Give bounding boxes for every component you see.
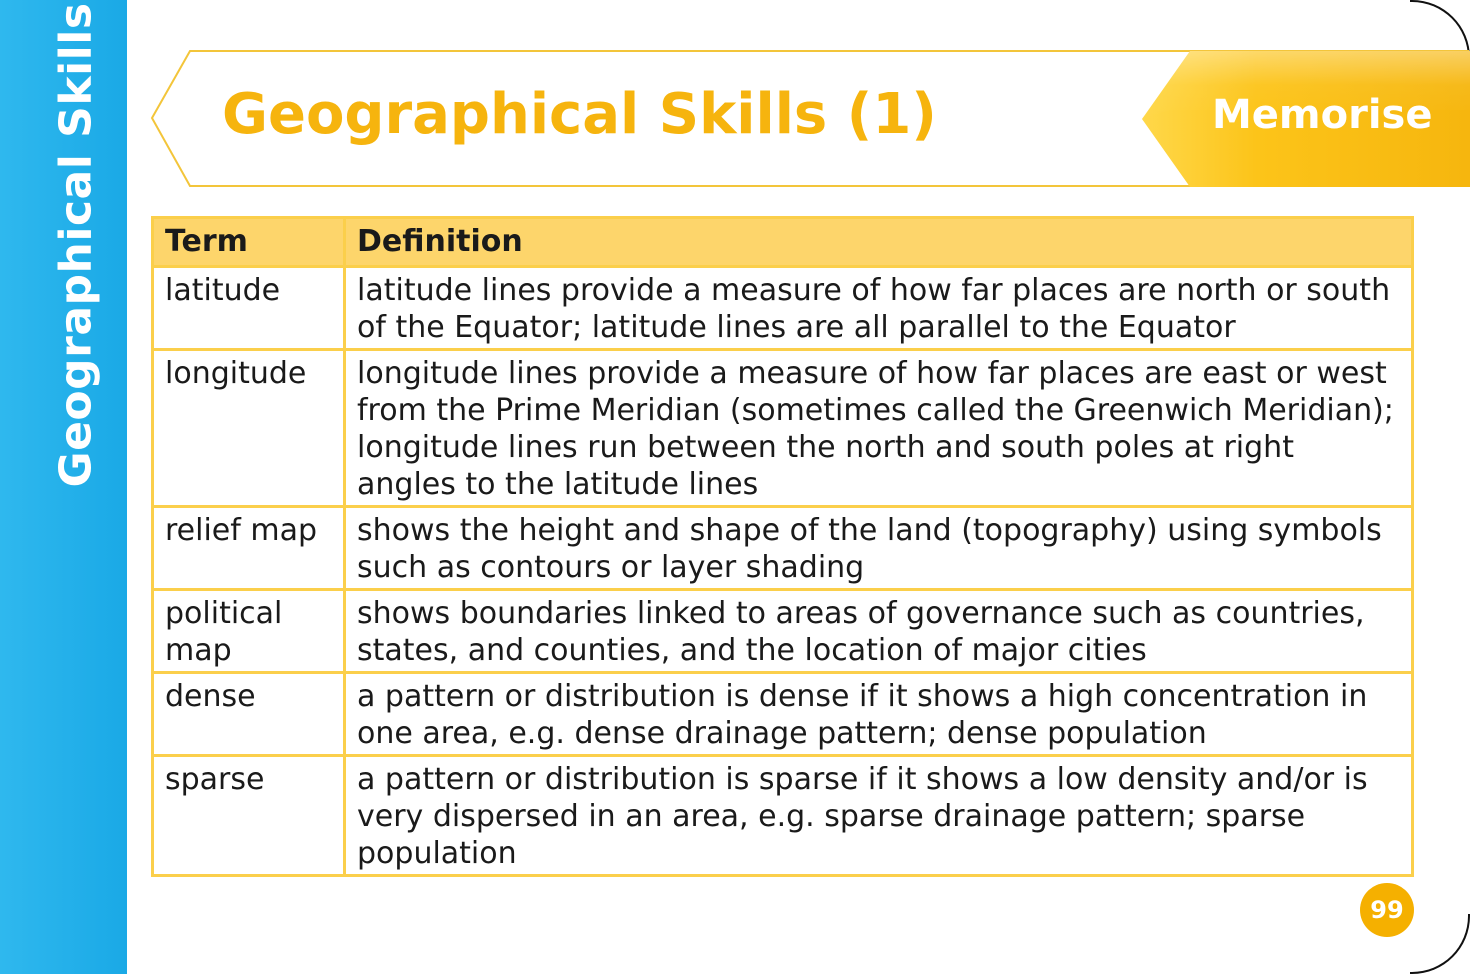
- page-title: Geographical Skills (1): [222, 82, 937, 147]
- definition-cell: shows the height and shape of the land (topography) using symbols such as contours or layer shading: [345, 507, 1413, 590]
- section-label: Geographical Skills: [50, 2, 102, 488]
- definition-cell: longitude lines provide a measure of how far places are east or west from the Prime Meridian (sometimes called the Greenwich Meridian); longitude lines run between the north and south poles at right angles to the latitude lines: [345, 350, 1413, 507]
- term-cell: longitude: [153, 350, 345, 507]
- table-row: [153, 350, 1413, 507]
- terms-table: [151, 216, 1414, 877]
- definition-cell: a pattern or distribution is sparse if it shows a low density and/or is very dispersed in an area, e.g. sparse drainage pattern; sparse population: [345, 756, 1413, 876]
- section-sidebar: [0, 0, 127, 974]
- table-row: [153, 590, 1413, 673]
- term-cell: sparse: [153, 756, 345, 876]
- term-cell: dense: [153, 673, 345, 756]
- definition-cell: latitude lines provide a measure of how far places are north or south of the Equator; latitude lines are all parallel to the Equator: [345, 267, 1413, 350]
- definition-cell: shows boundaries linked to areas of governance such as countries, states, and counties, and the location of major cities: [345, 590, 1413, 673]
- table-row: [153, 756, 1413, 876]
- page-number-badge: 99: [1360, 883, 1414, 937]
- term-cell: political map: [153, 590, 345, 673]
- column-header-definition: Definition: [345, 218, 1413, 267]
- term-cell: latitude: [153, 267, 345, 350]
- definition-cell: a pattern or distribution is dense if it shows a high concentration in one area, e.g. dense drainage pattern; dense population: [345, 673, 1413, 756]
- table-header-row: [153, 218, 1413, 267]
- column-header-term: Term: [153, 218, 345, 267]
- table-row: [153, 267, 1413, 350]
- table-row: [153, 673, 1413, 756]
- memorise-tag: Memorise: [1212, 92, 1433, 138]
- term-cell: relief map: [153, 507, 345, 590]
- table-row: [153, 507, 1413, 590]
